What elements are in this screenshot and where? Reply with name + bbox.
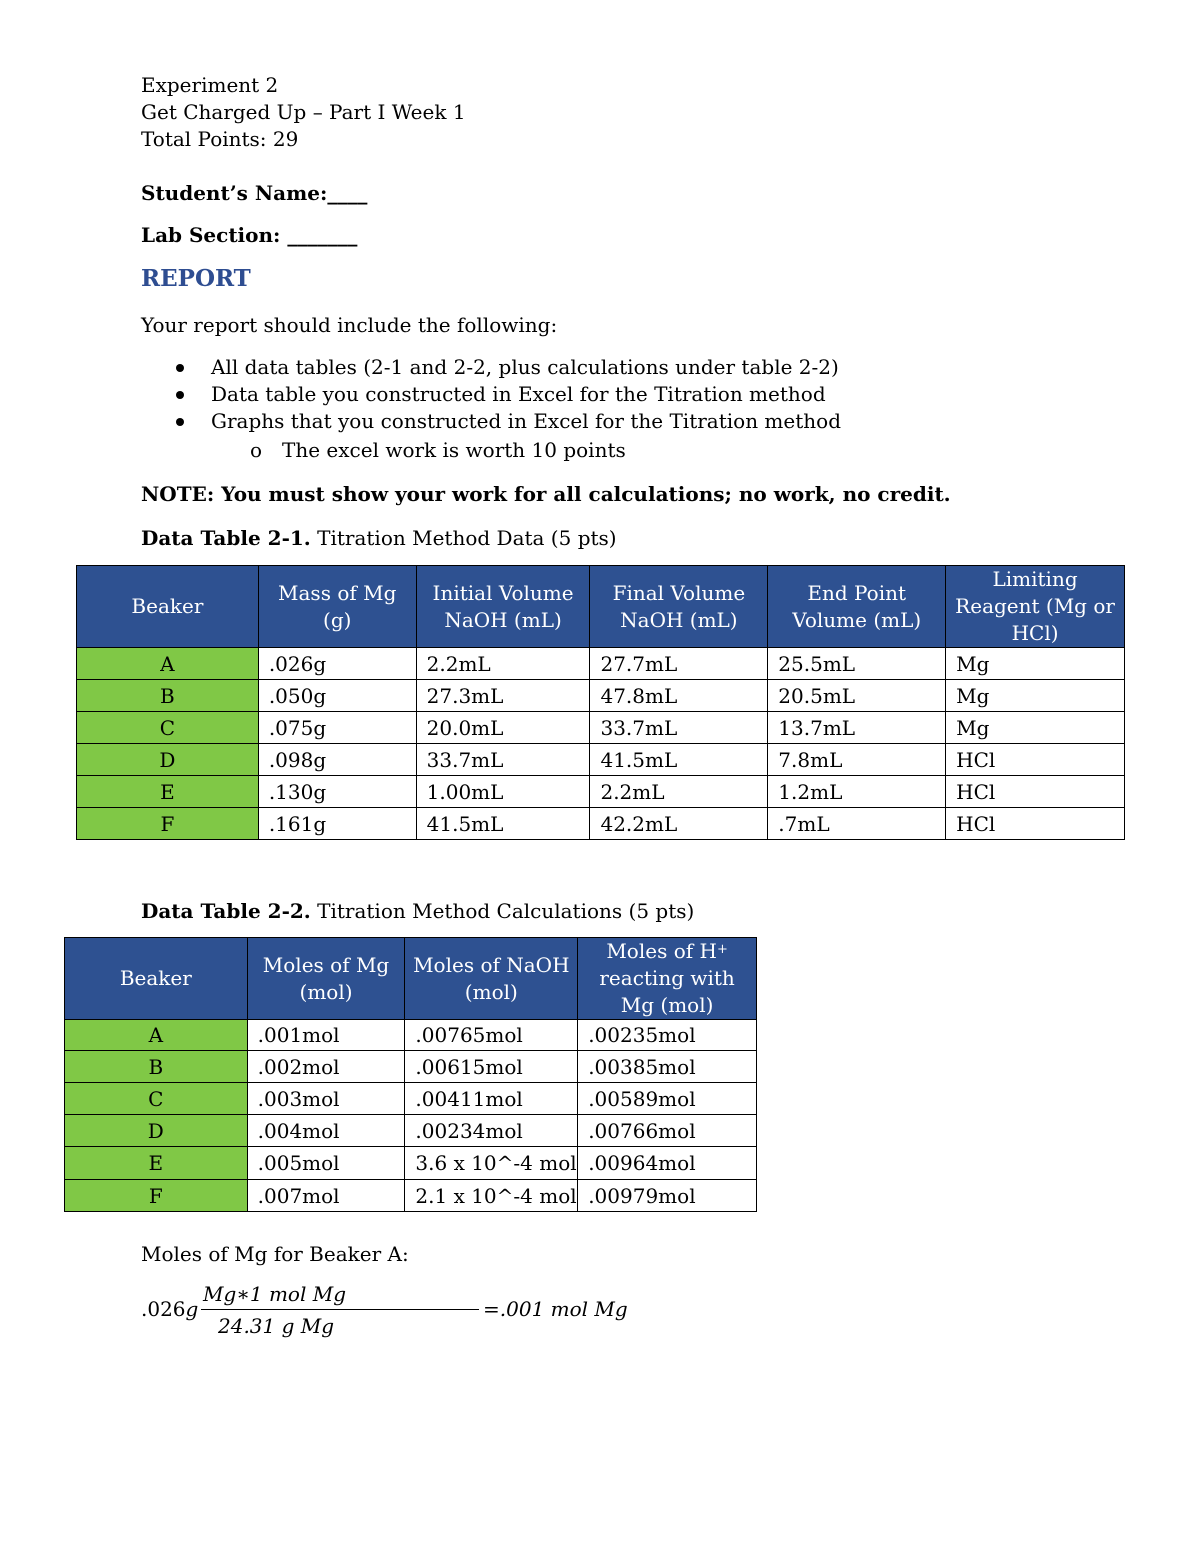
table-cell: Mg — [946, 648, 1125, 680]
table2-caption: Data Table 2-2. Titration Method Calculations (5 pts) — [141, 899, 695, 923]
table-cell: 1.00mL — [416, 776, 590, 808]
table-row — [77, 648, 1125, 680]
table-cell: .005mol — [247, 1147, 405, 1180]
equation-numerator: Mg∗1 mol Mg — [203, 1282, 346, 1306]
report-intro: Your report should include the following: — [141, 313, 558, 337]
table-cell: .003mol — [247, 1083, 405, 1115]
experiment-title: Experiment 2 — [141, 73, 279, 97]
table-cell: HCl — [946, 776, 1125, 808]
table-row — [77, 680, 1125, 712]
table-cell: 2.2mL — [416, 648, 590, 680]
table-cell: 41.5mL — [416, 808, 590, 840]
bullet-icon — [176, 418, 184, 426]
table-cell: .007mol — [247, 1180, 405, 1212]
requirements-list — [141, 354, 841, 435]
table-row — [65, 1180, 757, 1212]
table-cell: .00615mol — [405, 1051, 578, 1083]
table-cell: 13.7mL — [768, 712, 946, 744]
table-row — [77, 744, 1125, 776]
table-cell: .00589mol — [578, 1083, 757, 1115]
sub-bullet-marker: o — [250, 438, 263, 462]
table-header-row — [65, 938, 757, 1020]
table-row — [77, 712, 1125, 744]
total-points: Total Points: 29 — [141, 127, 299, 151]
lab-section-field: Lab Section: _______ — [141, 223, 358, 247]
titration-calculations-table — [64, 937, 757, 1212]
student-name-field: Student’s Name:____ — [141, 181, 368, 205]
table-cell: 20.0mL — [416, 712, 590, 744]
table-cell: .00766mol — [578, 1115, 757, 1147]
table-cell: .130g — [258, 776, 416, 808]
beaker-cell: B — [65, 1051, 248, 1083]
bullet-icon — [176, 391, 184, 399]
table-cell: 20.5mL — [768, 680, 946, 712]
table-cell: 3.6 x 10^-4 mol — [405, 1147, 578, 1180]
table-cell: 2.1 x 10^-4 mol — [405, 1180, 578, 1212]
table-cell: 27.3mL — [416, 680, 590, 712]
beaker-cell: E — [77, 776, 259, 808]
column-header: End Point Volume (mL) — [768, 566, 946, 648]
beaker-cell: F — [65, 1180, 248, 1212]
column-header: Moles of Mg (mol) — [247, 938, 405, 1020]
column-header: Moles of H+ reacting with Mg (mol) — [578, 938, 757, 1020]
equation-result: =.001 mol Mg — [483, 1297, 628, 1321]
beaker-cell: E — [65, 1147, 248, 1180]
table-cell: Mg — [946, 680, 1125, 712]
table-cell: .00235mol — [578, 1020, 757, 1051]
table-cell: .00385mol — [578, 1051, 757, 1083]
table-cell: 47.8mL — [590, 680, 768, 712]
sub-list-item: o The excel work is worth 10 points — [250, 438, 626, 462]
table-cell: .00234mol — [405, 1115, 578, 1147]
column-header: Initial Volume NaOH (mL) — [416, 566, 590, 648]
table-cell: 1.2mL — [768, 776, 946, 808]
table-cell: .161g — [258, 808, 416, 840]
column-header: Mass of Mg (g) — [258, 566, 416, 648]
list-item: Data table you constructed in Excel for the Titration method — [141, 381, 841, 408]
table-row — [65, 1020, 757, 1051]
table-cell: 42.2mL — [590, 808, 768, 840]
beaker-cell: D — [77, 744, 259, 776]
column-header: Final Volume NaOH (mL) — [590, 566, 768, 648]
equation-denominator: 24.31 g Mg — [218, 1314, 335, 1338]
column-header: Moles of NaOH (mol) — [405, 938, 578, 1020]
moles-equation — [141, 1282, 628, 1342]
beaker-cell: C — [77, 712, 259, 744]
note-text: NOTE: You must show your work for all calculations; no work, no credit. — [141, 482, 951, 506]
list-item: Graphs that you constructed in Excel for the Titration method — [141, 408, 841, 435]
bullet-icon — [176, 364, 184, 372]
fraction-bar — [201, 1309, 479, 1310]
table-cell: .00411mol — [405, 1083, 578, 1115]
table-cell: 41.5mL — [590, 744, 768, 776]
calculation-label: Moles of Mg for Beaker A: — [141, 1242, 409, 1266]
table-cell: .050g — [258, 680, 416, 712]
table-row — [65, 1147, 757, 1180]
table-row — [65, 1083, 757, 1115]
table-cell: .004mol — [247, 1115, 405, 1147]
table-cell: .002mol — [247, 1051, 405, 1083]
table-cell: .00964mol — [578, 1147, 757, 1180]
beaker-cell: A — [65, 1020, 248, 1051]
table-cell: 25.5mL — [768, 648, 946, 680]
table-cell: 33.7mL — [590, 712, 768, 744]
beaker-cell: A — [77, 648, 259, 680]
table-header-row — [77, 566, 1125, 648]
table-row — [77, 808, 1125, 840]
equation-lead: .026g — [141, 1297, 199, 1321]
table-row — [65, 1051, 757, 1083]
beaker-cell: C — [65, 1083, 248, 1115]
table-cell: .00979mol — [578, 1180, 757, 1212]
titration-data-table — [76, 565, 1125, 840]
table-cell: .00765mol — [405, 1020, 578, 1051]
table-cell: .098g — [258, 744, 416, 776]
table-row — [77, 776, 1125, 808]
table-cell: HCl — [946, 744, 1125, 776]
table1-caption: Data Table 2-1. Titration Method Data (5 pts) — [141, 526, 617, 550]
list-item: All data tables (2-1 and 2-2, plus calculations under table 2-2) — [141, 354, 841, 381]
experiment-subtitle: Get Charged Up – Part I Week 1 — [141, 100, 466, 124]
table-cell: 2.2mL — [590, 776, 768, 808]
beaker-cell: B — [77, 680, 259, 712]
beaker-cell: D — [65, 1115, 248, 1147]
table-cell: Mg — [946, 712, 1125, 744]
table-cell: 33.7mL — [416, 744, 590, 776]
table-cell: .001mol — [247, 1020, 405, 1051]
table-cell: .7mL — [768, 808, 946, 840]
column-header: Beaker — [65, 938, 248, 1020]
column-header: Limiting Reagent (Mg or HCl) — [946, 566, 1125, 648]
beaker-cell: F — [77, 808, 259, 840]
table-row — [65, 1115, 757, 1147]
table-cell: .026g — [258, 648, 416, 680]
table-cell: 27.7mL — [590, 648, 768, 680]
report-heading: REPORT — [141, 265, 251, 292]
column-header: Beaker — [77, 566, 259, 648]
table-cell: HCl — [946, 808, 1125, 840]
table-cell: .075g — [258, 712, 416, 744]
table-cell: 7.8mL — [768, 744, 946, 776]
